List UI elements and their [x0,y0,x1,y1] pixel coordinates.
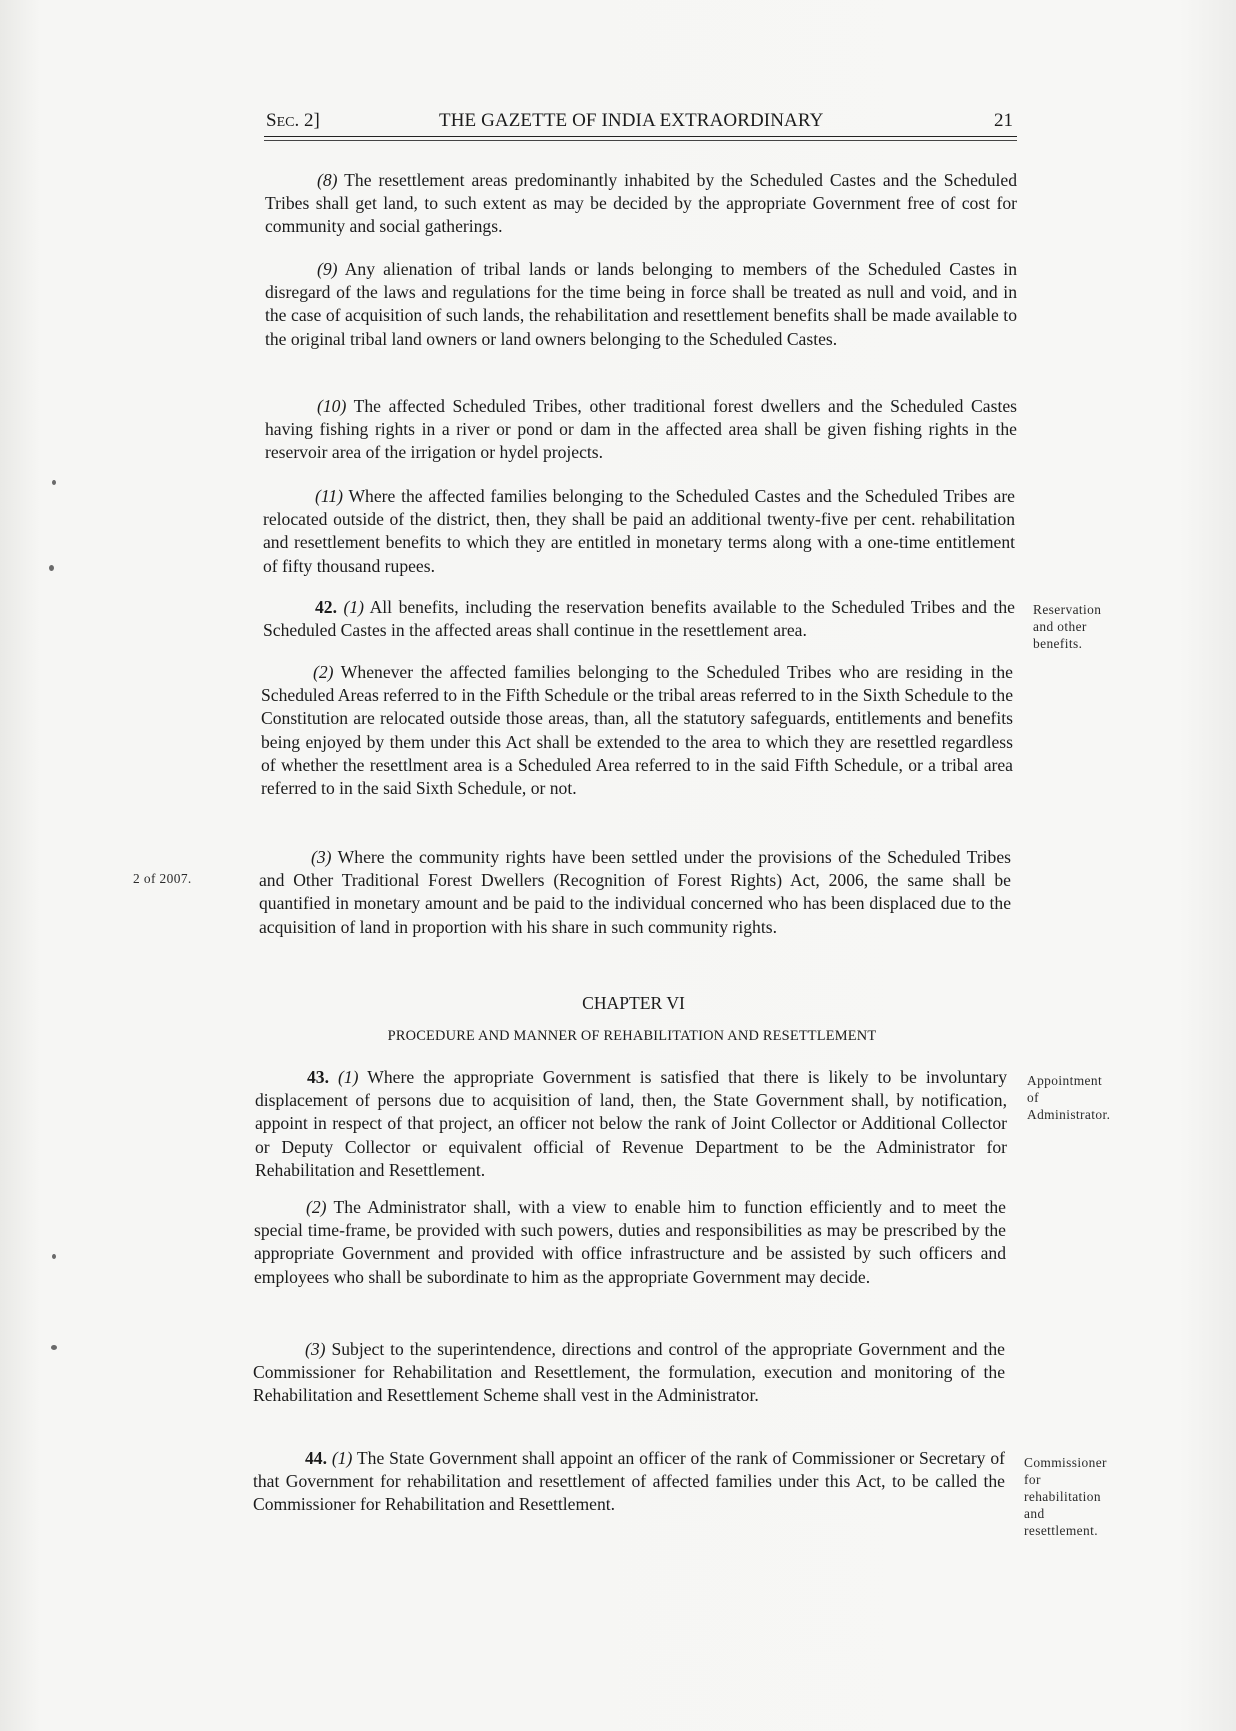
paragraph-11: (11) Where the affected families belonging to the Scheduled Castes and the Scheduled Tribes are relocated outside of the district, then, they shall be paid an additional twenty-five per cent. rehabilitation and resettlement benefits to which they are entitled in monetary terms along with a one-time entitlement of fifty thousand rupees. [263,486,1015,576]
margin-note-reservation: Reservation and other benefits. [1033,602,1102,651]
chapter-title: CHAPTER VI [582,993,685,1013]
header-rule [264,136,1017,137]
scan-speck [52,1254,56,1259]
section-label: SEC. 2] [266,110,320,131]
section-42-2: (2) Whenever the affected families belonging to the Scheduled Tribes who are residing in the Scheduled Areas referred to in the Fifth Schedule or the tribal areas referred to in the Sixth Schedule to the Constitution are relocated outside those areas, than, all the statutory safeguards, entitlements and benefits being enjoyed by them under this Act shall be extended to the area to which they are resettled regardless of whether the resettlment area is a Scheduled Area referred to in the said Fifth Schedule, or a tribal area referred to in the said Sixth Schedule, or not. [261,662,1013,799]
gazette-header [264,110,1017,134]
scan-speck [49,565,54,571]
margin-note-act-ref: 2 of 2007. [133,871,192,886]
section-42-1: 42. (1) All benefits, including the reservation benefits available to the Scheduled Tribes and the Scheduled Castes in the affected areas shall continue in the resettlement area. [263,597,1015,641]
header-rule-thin [264,140,1017,141]
section-42-3: (3) Where the community rights have been settled under the provisions of the Scheduled Tribes and Other Traditional Forest Dwellers (Recognition of Forest Rights) Act, 2006, the same shall be quantified in monetary amount and be paid to the individual concerned who has been displaced due to the acquisition of land in proportion with his share in such community rights. [259,847,1011,937]
scan-speck [51,1345,57,1350]
section-43-2: (2) The Administrator shall, with a view to enable him to function efficiently and to meet the special time-frame, be provided with such powers, duties and responsibilities as may be prescribed by the appropriate Government and provided with office infrastructure and be assisted by such officers and employees who shall be subordinate to him as the appropriate Government may decide. [254,1197,1006,1287]
paragraph-10: (10) The affected Scheduled Tribes, other traditional forest dwellers and the Scheduled Castes having fishing rights in a river or pond or dam in the affected area shall be given fishing rights in the reservoir area of the irrigation or hydel projects. [265,396,1017,463]
chapter-subtitle: PROCEDURE AND MANNER OF REHABILITATION AND RESETTLEMENT [387,1028,877,1044]
scan-speck [52,480,56,485]
section-43-1: 43. (1) Where the appropriate Government is satisfied that there is likely to be involuntary displacement of persons due to acquisition of land, then, the State Government shall, by notification, appoint in respect of that project, an officer not below the rank of Joint Collector or Additional Collector or Deputy Collector or equivalent official of Revenue Department to be the Administrator for Rehabilitation and Resettlement. [255,1067,1008,1180]
margin-note-commissioner: Commissioner for rehabilitation and resettlement. [1024,1455,1107,1538]
paragraph-8: (8) The resettlement areas predominantly inhabited by the Scheduled Castes and the Scheduled Tribes shall get land, to such extent as may be decided by the appropriate Government free of cost for community and social gatherings. [265,170,1017,237]
section-43-3: (3) Subject to the superintendence, directions and control of the appropriate Government and the Commissioner for Rehabilitation and Resettlement, the formulation, execution and monitoring of the Rehabilitation and Resettlement Scheme shall vest in the Administrator. [253,1339,1005,1406]
section-44-1: 44. (1) The State Government shall appoint an officer of the rank of Commissioner or Secretary of that Government for rehabilitation and resettlement of affected families under this Act, to be called the Commissioner for Rehabilitation and Resettlement. [253,1448,1005,1515]
paragraph-9: (9) Any alienation of tribal lands or lands belonging to members of the Scheduled Castes in disregard of the laws and regulations for the time being in force shall be treated as null and void, and in the case of acquisition of such lands, the rehabilitation and resettlement benefits shall be made available to the original tribal land owners or land owners belonging to the Scheduled Castes. [265,259,1017,349]
margin-note-appointment: Appointment of Administrator. [1027,1073,1111,1122]
page-number: 21 [994,110,1013,131]
gazette-title: THE GAZETTE OF INDIA EXTRAORDINARY [439,110,824,131]
